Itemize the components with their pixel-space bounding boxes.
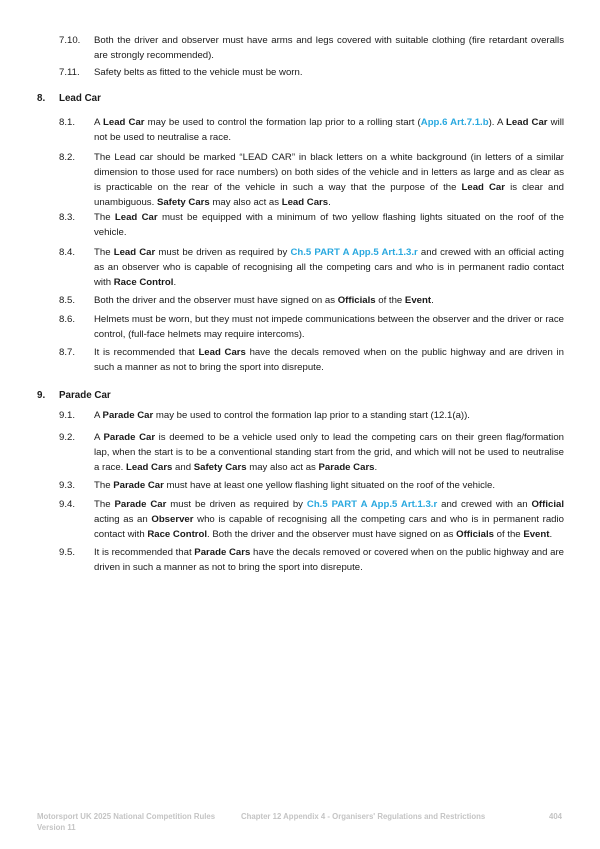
clause-text-run: must have at least one yellow flashing light situated on the roof of the vehicle. [163, 480, 496, 491]
clause-text-run: of the [375, 295, 405, 306]
clause-text-run: Both the driver and observer must have arms and legs covered with suitable clothing (fire retardant overalls are strongly recommended). [94, 35, 564, 61]
clause-text-run: . [549, 529, 553, 540]
defined-term: Lead Car [461, 182, 505, 193]
clause-text-run: Helmets must be worn, but they must not impede communications between the observer and the driver or race control, (full-face helmets may require intercoms). [94, 314, 564, 340]
clause-number: 7.11. [59, 67, 80, 78]
defined-term: Lead Cars [281, 197, 329, 208]
clause-text [94, 33, 564, 63]
section-number: 9. [37, 390, 46, 401]
clause-text-run: must be driven as required by [155, 247, 291, 258]
clause-number: 8.6. [59, 314, 76, 325]
defined-term: Race Control [113, 277, 174, 288]
clause [59, 33, 564, 63]
clause-number: 8.5. [59, 295, 76, 306]
defined-term: Safety Cars [193, 462, 247, 473]
clause-text-run: who is capable of recognising all the competing cars and who is in permanent radio contact with [94, 514, 564, 540]
clause [59, 478, 564, 493]
clause-number: 9.3. [59, 480, 76, 491]
clause-text-run: must be driven as required by [166, 499, 307, 510]
clause [59, 545, 564, 575]
defined-term: Lead Car [113, 247, 156, 258]
clause-text-run: The [94, 247, 114, 258]
clause-text-run: may also act as [209, 197, 282, 208]
clause-text-run: may also act as [246, 462, 319, 473]
clause-text [94, 312, 564, 342]
clause-text-run: will not be used to neutralise a race. [94, 117, 564, 143]
clause-number: 8.7. [59, 347, 76, 358]
defined-term: Parade Car [114, 499, 167, 510]
clause-number: 7.10. [59, 35, 81, 46]
clause [59, 115, 564, 145]
clause-text-run: may be used to control the formation lap prior to a rolling start ( [144, 117, 421, 128]
defined-term: Lead Cars [198, 347, 246, 358]
clause-number: 9.2. [59, 432, 76, 443]
clause [59, 430, 564, 475]
clause-text [94, 430, 564, 475]
clause [59, 150, 564, 210]
section-heading [37, 388, 111, 403]
defined-term: Officials [456, 529, 494, 540]
defined-term: Officials [337, 295, 376, 306]
clause-number: 8.1. [59, 117, 76, 128]
clause [59, 408, 564, 423]
clause-text-run: have the decals removed or covered when on the public highway and are driven in such a manner as not to bring the sport into disrepute. [94, 547, 565, 573]
clause-text-run: The [94, 212, 115, 223]
defined-term: Parade Cars [194, 547, 251, 558]
clause [59, 293, 564, 308]
clause-number: 8.3. [59, 212, 76, 223]
clause [59, 210, 564, 240]
footer-page-number: 404 [549, 812, 563, 821]
defined-term: Lead Cars [126, 462, 173, 473]
clause-text-run: It is recommended that [94, 347, 199, 358]
clause-text [94, 497, 564, 542]
defined-term: Official [531, 499, 564, 510]
clause-text-run: is deemed to be a vehicle used only to lead the competing cars on their green flag/formation lap, when the start is to be a conventional standing start from the grid, and which will not be used to neutralise a race. [94, 432, 564, 473]
section-title: Lead Car [59, 93, 101, 104]
clause-text-run: A [94, 410, 103, 421]
defined-term: Lead Car [114, 212, 158, 223]
footer-publication-block [37, 811, 215, 833]
defined-term: Parade Car [113, 480, 164, 491]
clause-text [94, 545, 564, 575]
defined-term: Event [404, 295, 432, 306]
clause-text [94, 293, 564, 308]
clause-text-run: Both the driver and the observer must have signed on as [94, 295, 338, 306]
clause-number: 9.1. [59, 410, 76, 421]
defined-term: Parade Car [103, 432, 156, 443]
defined-term: Event [523, 529, 550, 540]
clause-text [94, 115, 564, 145]
clause-text-run: and [172, 462, 194, 473]
clause-number: 9.5. [59, 547, 76, 558]
cross-reference-link[interactable]: Ch.5 PART A App.5 Art.1.3.r [306, 499, 438, 510]
clause-number: 8.2. [59, 152, 76, 163]
clause-text-run: have the decals removed when on the public highway and are driven in such a manner as not to bring the sport into disrepute. [94, 347, 564, 373]
clause-text-run: It is recommended that [94, 547, 195, 558]
section-title: Parade Car [59, 390, 111, 401]
clause [59, 345, 564, 375]
section-number: 8. [37, 93, 46, 104]
clause-text [94, 408, 564, 423]
clause-text-run: and crewed with an official acting as an observer who is capable of recognising all the competing cars and who is in permanent radio contact with [94, 247, 565, 288]
clause [59, 497, 564, 542]
defined-term: Parade Cars [318, 462, 375, 473]
clause-text-run: The Lead car should be marked “LEAD CAR” in black letters on a white background (in letters of a similar dimension to those used for race numbers) on both sides of the vehicle and in letters as large and as clear as is practicable on the rear of the vehicle in such a way that the purpose of the [94, 152, 564, 193]
defined-term: Parade Car [102, 410, 154, 421]
clause-number: 8.4. [59, 247, 76, 258]
defined-term: Lead Car [506, 117, 548, 128]
clause-text [94, 210, 564, 240]
clause [59, 65, 564, 80]
clause-number: 9.4. [59, 499, 76, 510]
section-heading [37, 91, 101, 106]
clause-text-run: of the [493, 529, 524, 540]
clause [59, 312, 564, 342]
clause-text-run: and crewed with an [437, 499, 532, 510]
cross-reference-link[interactable]: App.6 Art.7.1.b [420, 117, 489, 128]
clause-text-run: must be equipped with a minimum of two yellow flashing lights situated on the roof of the vehicle. [94, 212, 565, 238]
clause-text [94, 245, 564, 290]
clause-text-run: is clear and unambiguous. [94, 182, 564, 208]
clause-text-run: A [94, 117, 103, 128]
defined-term: Safety Cars [156, 197, 210, 208]
clause-text [94, 345, 564, 375]
defined-term: Observer [151, 514, 194, 525]
footer-version: Version 11 [37, 823, 76, 832]
clause-text [94, 478, 564, 493]
clause-text-run: . [431, 295, 434, 306]
clause-text-run: . [328, 197, 331, 208]
clause-text-run: The [94, 499, 115, 510]
clause-text [94, 65, 564, 80]
clause [59, 245, 564, 290]
clause-text-run: A [94, 432, 104, 443]
footer-publication: Motorsport UK 2025 National Competition Rules [37, 812, 216, 821]
clause-text-run: acting as an [94, 514, 152, 525]
clause-text-run: may be used to control the formation lap prior to a standing start (12.1(a)). [153, 410, 470, 421]
clause-text [94, 150, 564, 210]
defined-term: Lead Car [103, 117, 145, 128]
clause-text-run: ). A [488, 117, 507, 128]
cross-reference-link[interactable]: Ch.5 PART A App.5 Art.1.3.r [290, 247, 418, 258]
defined-term: Race Control [147, 529, 208, 540]
clause-text-run: The [94, 480, 114, 491]
clause-text-run: . Both the driver and the observer must have signed on as [207, 529, 457, 540]
clause-text-run: . [374, 462, 378, 473]
footer-chapter: Chapter 12 Appendix 4 - Organisers' Regulations and Restrictions [241, 812, 486, 821]
clause-text-run: . [173, 277, 177, 288]
clause-text-run: Safety belts as fitted to the vehicle must be worn. [94, 67, 303, 78]
